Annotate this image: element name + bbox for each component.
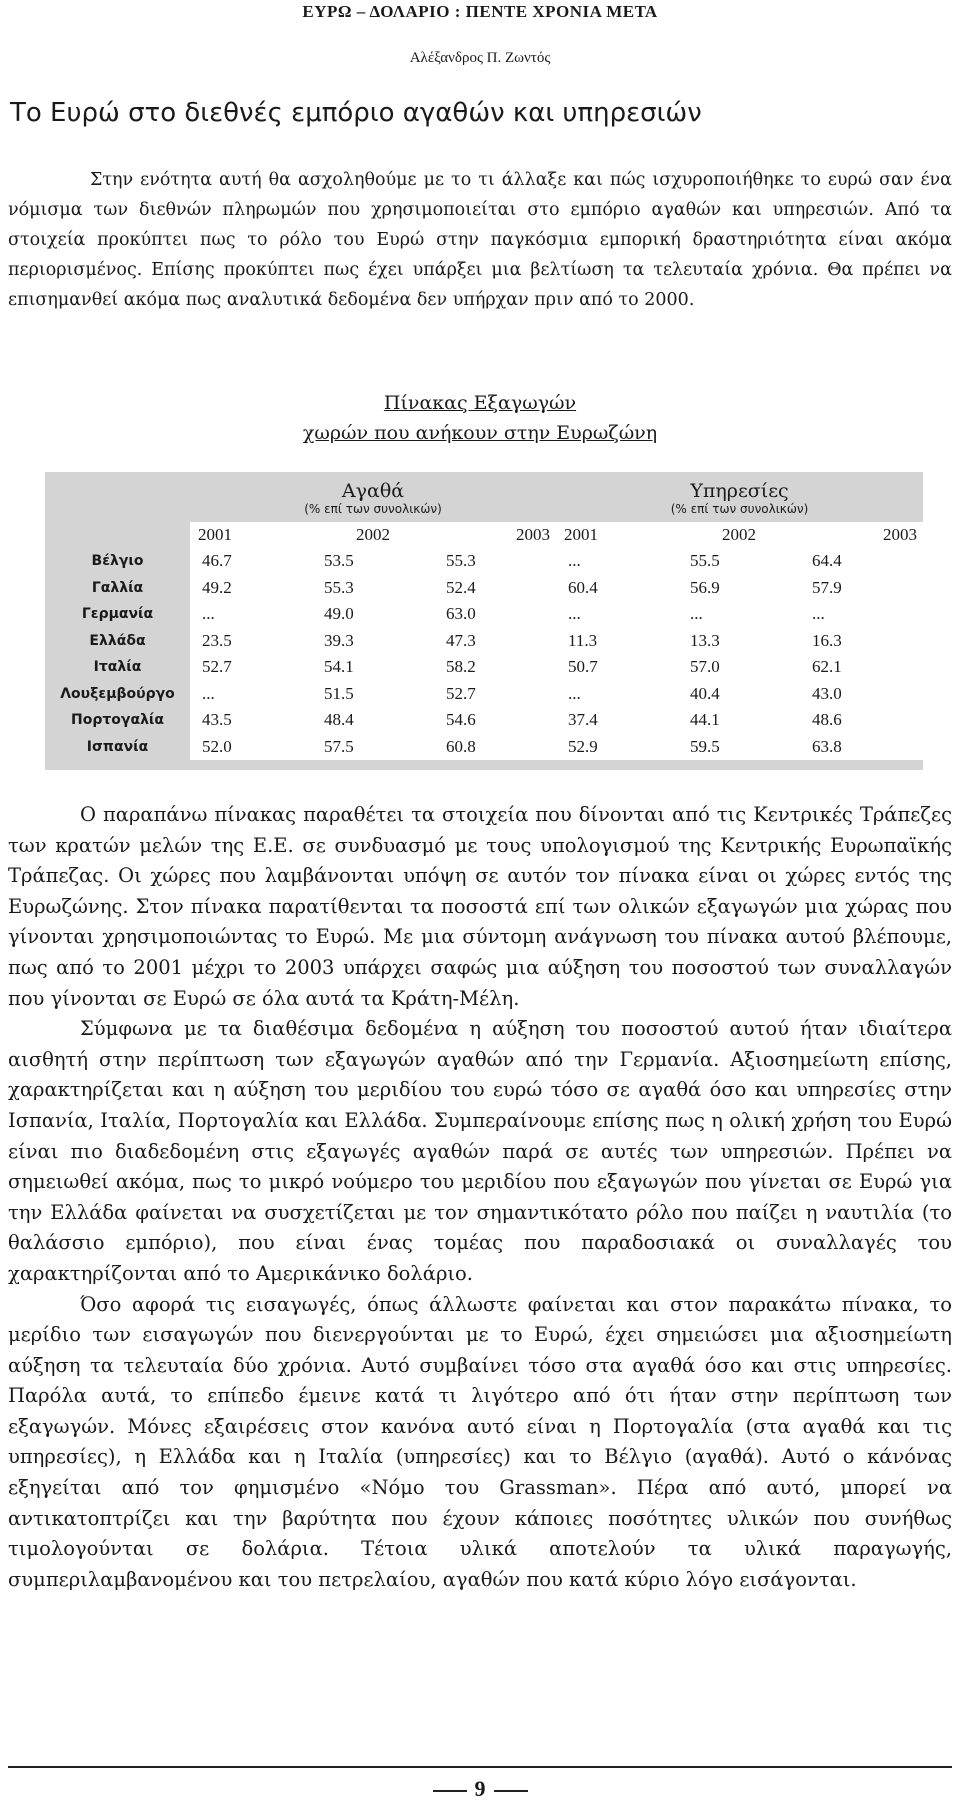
value-cell: 46.7 — [190, 548, 312, 575]
value-cell: 56.9 — [678, 575, 800, 602]
exports-table-container — [45, 472, 923, 770]
table-row — [45, 575, 923, 602]
value-cell: 59.5 — [678, 734, 800, 761]
value-cell: 63.8 — [800, 734, 923, 761]
year-header: 2001 — [556, 522, 678, 548]
table-row — [45, 628, 923, 655]
value-cell: 57.5 — [312, 734, 434, 761]
year-header: 2003 — [800, 522, 923, 548]
country-cell: Ισπανία — [45, 734, 190, 761]
year-row — [45, 522, 923, 548]
table-corner — [45, 472, 190, 502]
table-row — [45, 548, 923, 575]
year-header: 2003 — [434, 522, 556, 548]
value-cell: 16.3 — [800, 628, 923, 655]
body-paragraph: Σύμφωνα με τα διαθέσιμα δεδομένα η αύξηση του ποσοστού αυτού ήταν ιδιαίτερα αισθητή στην περίπτωση των εξαγωγών αγαθών από την Γερμανία. Αξιοσημείωτη επίσης, χαρακτηρίζεται και η αύξηση του μεριδίου του ευρώ τόσο σε αγαθά όσο και υπηρεσίες στην Ισπανία, Ιταλία, Πορτογαλία και Ελλάδα. Συμπεραίνουμε επίσης πως η ολική χρήση του Ευρώ είναι πιο διαδεδομένη στις εξαγωγές αγαθών παρά σε αυτές των υπηρεσιών. Πρέπει να σημειωθεί ακόμα, πως το μικρό νούμερο του μεριδίου που εξαγωγών που γίνεται σε Ευρώ για την Ελλάδα φαίνεται να συσχετίζεται με τον σημαντικότατο ρόλο που παίζει η ναυτιλία (το θαλάσσιο εμπόριο), που είναι ένας τομέας που παραδοσιακά οι συναλλαγές του χαρακτηρίζονται από το Αμερικάνικο δολάριο. — [8, 1017, 952, 1285]
value-cell: 58.2 — [434, 654, 556, 681]
value-cell: 23.5 — [190, 628, 312, 655]
services-subheading: (% επί των συνολικών) — [670, 502, 809, 516]
body-paragraph: Όσο αφορά τις εισαγωγές, όπως άλλωστε φαίνεται και στον παρακάτω πίνακα, το μερίδιο των εισαγωγών που διενεργούνται με το Ευρώ, έχει σημειώσει μια αξιοσημείωτη αύξηση τα τελευταία δύο χρόνια. Αυτό συμβαίνει τόσο στα αγαθά όσο και στις υπηρεσίες. Παρόλα αυτά, το επίπεδο έμεινε κατά τι λιγότερο από ότι ήταν στην περίπτωση των εξαγωγών. Μόνες εξαιρέσεις στον κανόνα αυτό είναι η Πορτογαλία (στα αγαθά και τις υπηρεσίες), η Ελλάδα και η Ιταλία (υπηρεσίες) και το Βέλγιο (αγαθά). Αυτό ο κάνόνας εξηγείται από τον φημισμένο «Νόμο του Grassman». Πέρα από αυτό, μπορεί να αντικατοπτρίζει και την βαρύτητα που έχουν κάποιες ποσότητες υλικών που συνήθως τιμολογούνται σε δολάρια. Τέτοια υλικά αποτελούν τα υλικά παραγωγής, συμπεριλαμβανομένου και του πετρελαίου, αγαθών που κατά κύριο λόγο εισάγονται. — [8, 1292, 952, 1591]
value-cell: 52.7 — [190, 654, 312, 681]
section-title: Το Ευρώ στο διεθνές εμπόριο αγαθών και υπηρεσιών — [10, 98, 702, 128]
footer-rule — [8, 1766, 952, 1768]
value-cell: 60.4 — [556, 575, 678, 602]
country-cell: Ιταλία — [45, 654, 190, 681]
table-row — [45, 654, 923, 681]
country-cell: Γαλλία — [45, 575, 190, 602]
country-cell: Ελλάδα — [45, 628, 190, 655]
value-cell: 57.0 — [678, 654, 800, 681]
value-cell: 47.3 — [434, 628, 556, 655]
value-cell: 60.8 — [434, 734, 556, 761]
value-cell: 43.5 — [190, 707, 312, 734]
value-cell: ... — [190, 681, 312, 708]
value-cell: 53.5 — [312, 548, 434, 575]
value-cell: 63.0 — [434, 601, 556, 628]
value-cell: ... — [556, 681, 678, 708]
value-cell: 55.3 — [312, 575, 434, 602]
page-number — [0, 1776, 960, 1802]
value-cell: 57.9 — [800, 575, 923, 602]
body-paragraph: Ο παραπάνω πίνακας παραθέτει τα στοιχεία που δίνονται από τις Κεντρικές Τράπεζες των κρατών μελών της Ε.Ε. σε συνδυασμό με τους υπολογισμού της Κεντρικής Ευρωπαϊκής Τράπεζας. Οι χώρες που λαμβάνονται υπόψη σε αυτόν τον πίνακα είναι οι χώρες εντός της Ευρωζώνης. Στον πίνακα παρατίθενται τα ποσοστά επί των ολικών εξαγωγών μια χώρας που γίνονται χρησιμοποιώντας το Ευρώ. Με μια σύντομη ανάγνωση του πίνακα αυτού βλέπουμε, πως από το 2001 μέχρι το 2003 υπάρχει σαφώς μια αύξηση του ποσοστού των συναλλαγών που γίνονται σε Ευρώ σε όλα αυτά τα Κράτη-Μέλη. — [8, 803, 952, 1010]
goods-heading: Αγαθά — [341, 480, 405, 502]
goods-subheading: (% επί των συνολικών) — [304, 502, 442, 516]
value-cell: 62.1 — [800, 654, 923, 681]
year-header: 2002 — [678, 522, 800, 548]
country-cell: Βέλγιο — [45, 548, 190, 575]
value-cell: 13.3 — [678, 628, 800, 655]
table-row — [45, 601, 923, 628]
value-cell: 49.2 — [190, 575, 312, 602]
body-text — [8, 800, 952, 1595]
value-cell: 39.3 — [312, 628, 434, 655]
value-cell: 55.5 — [678, 548, 800, 575]
table-caption-line-2: χωρών που ανήκουν στην Ευρωζώνη — [302, 422, 658, 444]
running-title: ΕΥΡΩ – ΔΟΛΑΡΙΟ : ΠΕΝΤΕ ΧΡΟΝΙΑ ΜΕΤΑ — [302, 2, 658, 21]
value-cell: 40.4 — [678, 681, 800, 708]
value-cell: ... — [800, 601, 923, 628]
page-number-dash-left — [433, 1790, 467, 1792]
country-cell: Πορτογαλία — [45, 707, 190, 734]
value-cell: 52.7 — [434, 681, 556, 708]
value-cell: 54.6 — [434, 707, 556, 734]
value-cell: 48.6 — [800, 707, 923, 734]
table-row — [45, 707, 923, 734]
value-cell: 43.0 — [800, 681, 923, 708]
value-cell: ... — [678, 601, 800, 628]
year-row-spacer — [45, 522, 190, 548]
intro-paragraph: Στην ενότητα αυτή θα ασχοληθούμε με το τι άλλαξε και πώς ισχυροποιήθηκε το ευρώ σαν ένα νόμισμα των διεθνών πληρωμών που χρησιμοποιείται στο εμπόριο αγαθών και υπηρεσιών. Από τα στοιχεία προκύπτει πως το ρόλο του Ευρώ στην παγκόσμια εμπορική δραστηριότητα είναι ακόμα περιορισμένος. Επίσης προκύπτει πως έχει υπάρξει μια βελτίωση τα τελευταία χρόνια. Θα πρέπει να επισημανθεί ακόμα πως αναλυτικά δεδομένα δεν υπήρχαν πριν από το 2000. — [8, 170, 952, 310]
value-cell: 52.9 — [556, 734, 678, 761]
value-cell: 52.0 — [190, 734, 312, 761]
value-cell: 55.3 — [434, 548, 556, 575]
value-cell: 44.1 — [678, 707, 800, 734]
table-row — [45, 681, 923, 708]
exports-table — [45, 472, 923, 760]
value-cell: 54.1 — [312, 654, 434, 681]
value-cell: 50.7 — [556, 654, 678, 681]
table-corner-sub — [45, 502, 190, 522]
table-row — [45, 734, 923, 761]
services-heading: Υπηρεσίες — [690, 480, 789, 502]
value-cell: ... — [190, 601, 312, 628]
value-cell: 49.0 — [312, 601, 434, 628]
value-cell: 48.4 — [312, 707, 434, 734]
value-cell: 37.4 — [556, 707, 678, 734]
value-cell: 64.4 — [800, 548, 923, 575]
value-cell: 51.5 — [312, 681, 434, 708]
table-caption-line-1: Πίνακας Εξαγωγών — [383, 392, 577, 414]
country-cell: Λουξεμβούργο — [45, 681, 190, 708]
author-name: Αλέξανδρος Π. Ζωντός — [409, 50, 551, 66]
value-cell: ... — [556, 601, 678, 628]
page-number-dash-right — [494, 1790, 528, 1792]
table-caption — [0, 388, 960, 448]
value-cell: ... — [556, 548, 678, 575]
year-header: 2001 — [190, 522, 312, 548]
value-cell: 11.3 — [556, 628, 678, 655]
value-cell: 52.4 — [434, 575, 556, 602]
page-number-value: 9 — [474, 1776, 486, 1801]
year-header: 2002 — [312, 522, 434, 548]
country-cell: Γερμανία — [45, 601, 190, 628]
